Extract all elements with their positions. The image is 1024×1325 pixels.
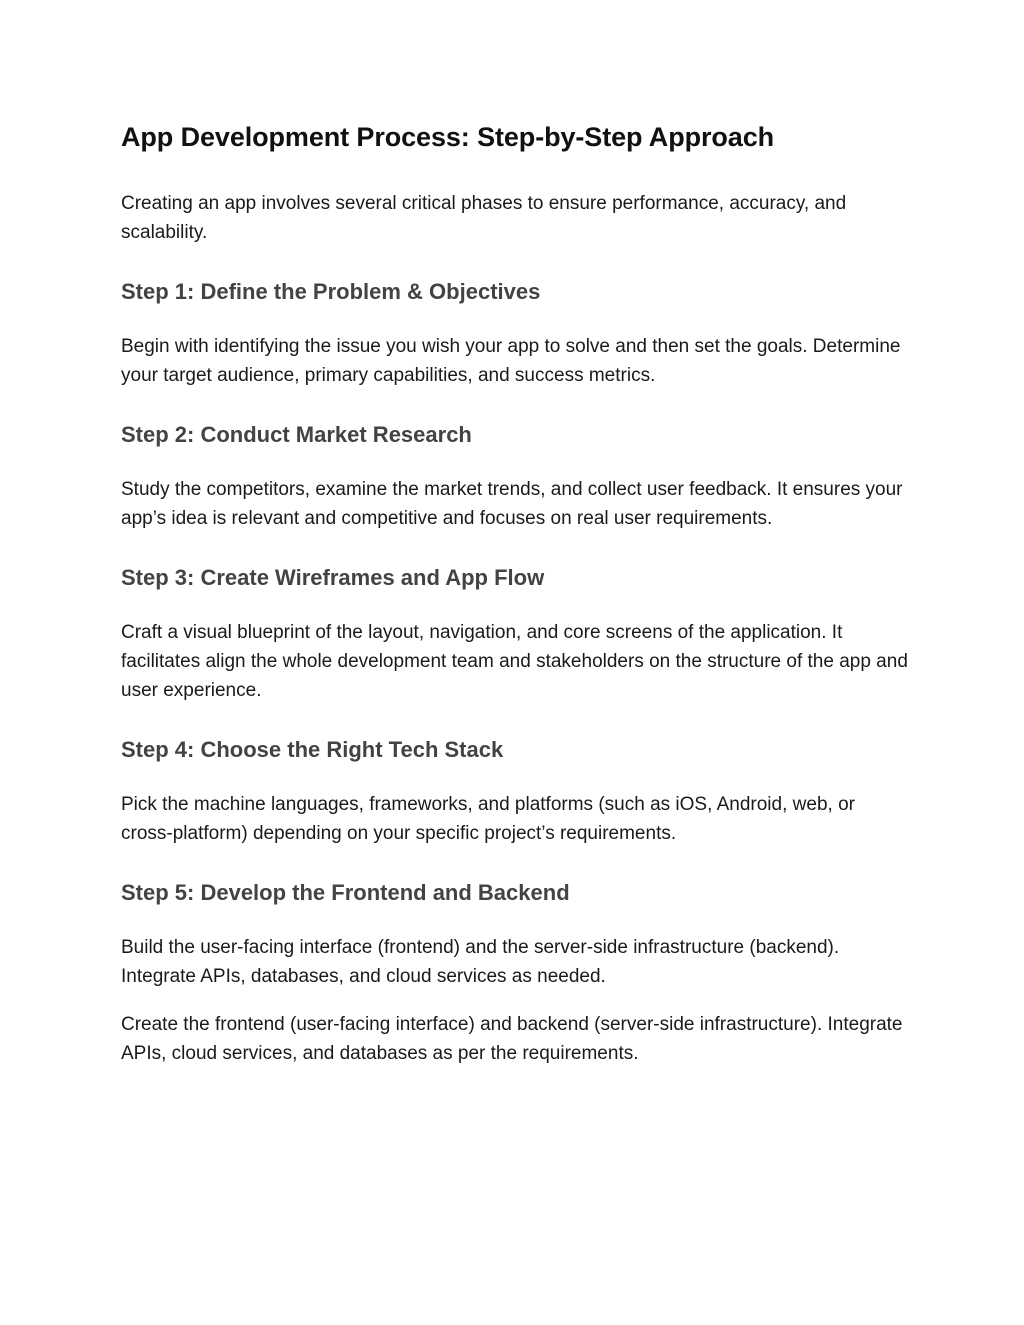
step-5-heading: Step 5: Develop the Frontend and Backend <box>121 880 570 905</box>
step-5-paragraph: Build the user-facing interface (frontend) and the server-side infrastructure (backend). Integrate APIs, databases, and cloud services as needed. <box>121 937 840 987</box>
step-4-heading: Step 4: Choose the Right Tech Stack <box>121 737 504 762</box>
step-3-section <box>121 563 911 705</box>
step-3-paragraph: Craft a visual blueprint of the layout, navigation, and core screens of the application. It facilitates align the whole development team and stakeholders on the structure of the app and user experience. <box>121 622 908 701</box>
step-5-section <box>121 878 911 1068</box>
step-4-section <box>121 735 911 848</box>
step-1-heading: Step 1: Define the Problem & Objectives <box>121 279 541 304</box>
step-1-paragraph: Begin with identifying the issue you wish your app to solve and then set the goals. Determine your target audience, primary capabilities, and success metrics. <box>121 336 901 386</box>
step-2-heading: Step 2: Conduct Market Research <box>121 422 472 447</box>
document-page <box>121 118 911 1068</box>
step-2-section <box>121 420 911 533</box>
page-title: App Development Process: Step-by-Step Approach <box>121 122 775 152</box>
intro-paragraph: Creating an app involves several critical phases to ensure performance, accuracy, and scalability. <box>121 193 847 243</box>
step-3-heading: Step 3: Create Wireframes and App Flow <box>121 565 545 590</box>
step-4-paragraph: Pick the machine languages, frameworks, and platforms (such as iOS, Android, web, or cross-platform) depending on your specific project’s requirements. <box>121 794 855 844</box>
step-5-paragraph-2: Create the frontend (user-facing interface) and backend (server-side infrastructure). Integrate APIs, cloud services, and databases as per the requirements. <box>121 1014 903 1064</box>
step-1-section <box>121 277 911 390</box>
step-2-paragraph: Study the competitors, examine the market trends, and collect user feedback. It ensures your app’s idea is relevant and competitive and focuses on real user requirements. <box>121 479 903 529</box>
